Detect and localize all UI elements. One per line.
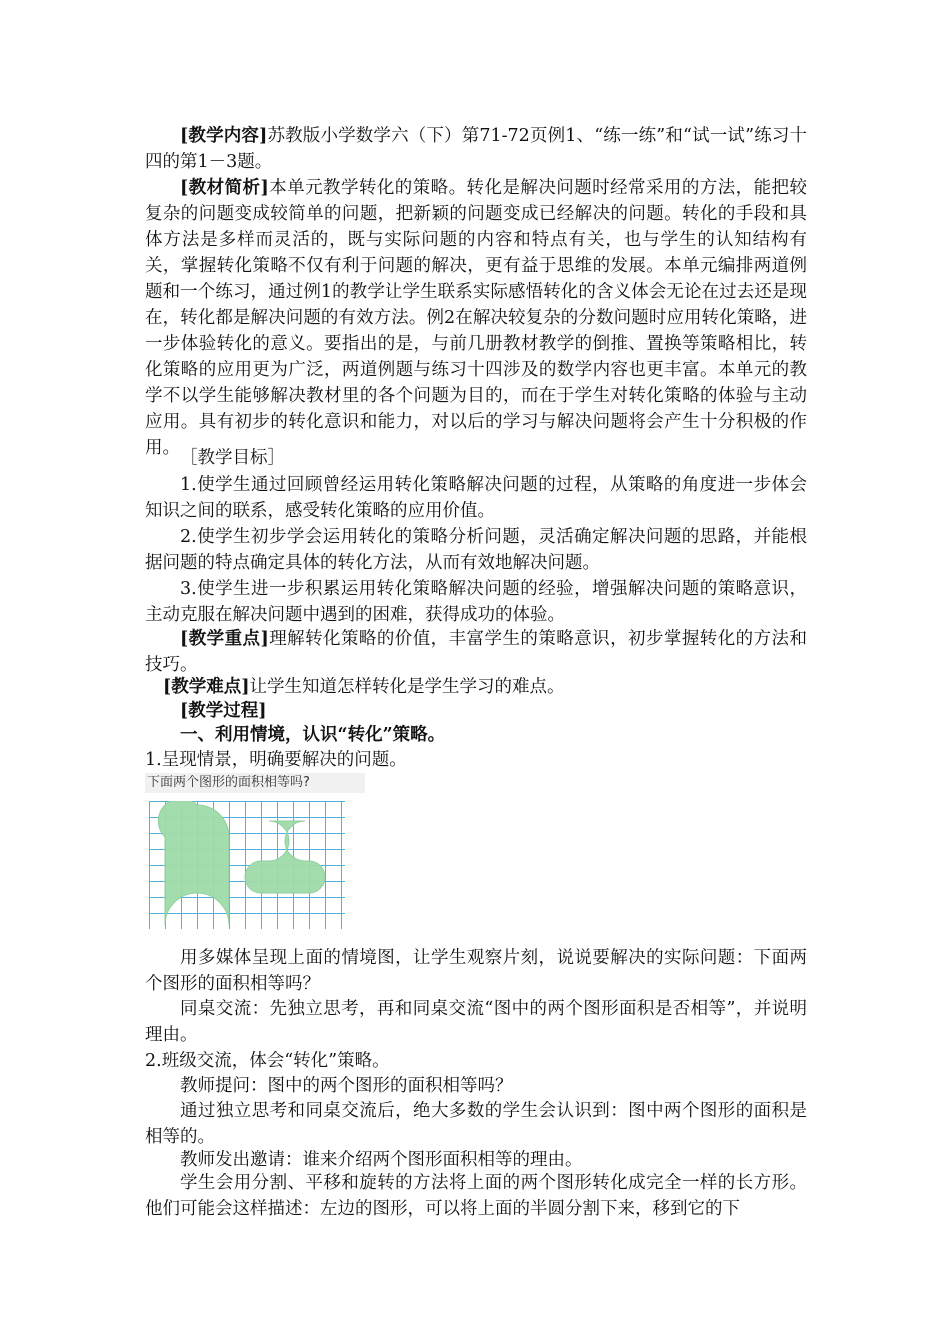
step-1-heading: 1.呈现情景，明确要解决的问题。 xyxy=(145,750,407,770)
left-shape-arch xyxy=(158,801,229,925)
paragraph-teacher-invitation: 教师发出邀请：谁来介绍两个图形面积相等的理由。 xyxy=(180,1150,583,1170)
textbook-analysis-text: 本单元教学转化的策略。转化是解决问题时经常采用的方法，能把较复杂的问题变成较简单的问题，把新颖的问题变成已经解决的问题。转化的手段和具体方法是多样而灵活的，既与实际问题的内容和特点有关，也与学生的认知结构有关，掌握转化策略不仅有利于问题的解决，更有益于思维的发展。本单元编排两道例题和一个练习，通过例1的教学让学生联系实际感悟转化的含义体会无论在过去还是现在，转化都是解决问题的有效方法。例2在解决较复杂的分数问题时应用转化策略，进一步体验转化的意义。要指出的是，与前几册教材教学的倒推、置换等策略相比，转化策略的应用更为广泛，两道例题与练习十四涉及的数学内容也更丰富。本单元的教学不以学生能够解决教材里的各个问题为目的，而在于学生对转化策略的体验与主动应用。具有初步的转化意识和能力，对以后的学习与解决问题将会产生十分积极的作用。 xyxy=(145,178,807,458)
paragraph-pair-discussion: 同桌交流：先独立思考，再和同桌交流“图中的两个图形面积是否相等”，并说明理由。 xyxy=(145,999,807,1045)
paragraph-student-method: 学生会用分割、平移和旋转的方法将上面的两个图形转化成完全一样的长方形。他们可能会这样描述：左边的图形，可以将上面的半圆分割下来，移到它的下 xyxy=(145,1173,807,1219)
section-heading-1: 一、利用情境，认识“转化”策略。 xyxy=(180,725,446,745)
paragraph-teacher-question: 教师提问：图中的两个图形的面积相等吗？ xyxy=(180,1076,513,1096)
difficulty-text: 让学生知道怎样转化是学生学习的难点。 xyxy=(249,677,565,697)
teaching-goal-3: 3.使学生进一步积累运用转化策略解决问题的经验，增强解决问题的策略意识，主动克服在解决问题中遇到的困难，获得成功的体验。 xyxy=(145,579,807,625)
textbook-analysis-paragraph xyxy=(145,175,807,461)
paragraph-student-recognition: 通过独立思考和同桌交流后，绝大多数的学生会认识到：图中两个图形的面积是相等的。 xyxy=(145,1101,807,1147)
difficulty-label: [教学难点] xyxy=(163,677,250,697)
teaching-content-text: 苏教版小学数学六（下）第71-72页例1、“练一练”和“试一试”练习十四的第1－3题。 xyxy=(145,126,808,172)
difficulty-paragraph xyxy=(145,674,807,700)
teaching-content-label: [教学内容] xyxy=(180,126,268,146)
teaching-goal-1: 1.使学生通过回顾曾经运用转化策略解决问题的过程，从策略的角度进一步体会知识之间的联系，感受转化策略的应用价值。 xyxy=(145,475,807,521)
grid-diagram xyxy=(149,801,345,929)
grid-figure xyxy=(145,773,365,933)
key-points-label: [教学重点] xyxy=(180,629,269,649)
teaching-content-paragraph xyxy=(145,123,807,175)
key-points-paragraph xyxy=(145,626,807,678)
right-shape-vase xyxy=(245,821,325,893)
paragraph-multimedia: 用多媒体呈现上面的情境图，让学生观察片刻，说说要解决的实际问题：下面两个图形的面积相等吗？ xyxy=(145,948,807,994)
step-2-heading: 2.班级交流，体会“转化”策略。 xyxy=(145,1051,390,1071)
teaching-process-heading: [教学过程] xyxy=(180,701,267,721)
teaching-goal-2: 2.使学生初步学会运用转化的策略分析问题，灵活确定解决问题的思路，并能根据问题的特点确定具体的转化方法，从而有效地解决问题。 xyxy=(145,527,807,573)
figure-caption: 下面两个图形的面积相等吗? xyxy=(145,773,365,793)
textbook-analysis-label: [教材简析] xyxy=(180,178,269,198)
teaching-goals-heading: ［教学目标］ xyxy=(180,448,285,468)
key-points-text: 理解转化策略的价值，丰富学生的策略意识，初步掌握转化的方法和技巧。 xyxy=(145,629,807,675)
